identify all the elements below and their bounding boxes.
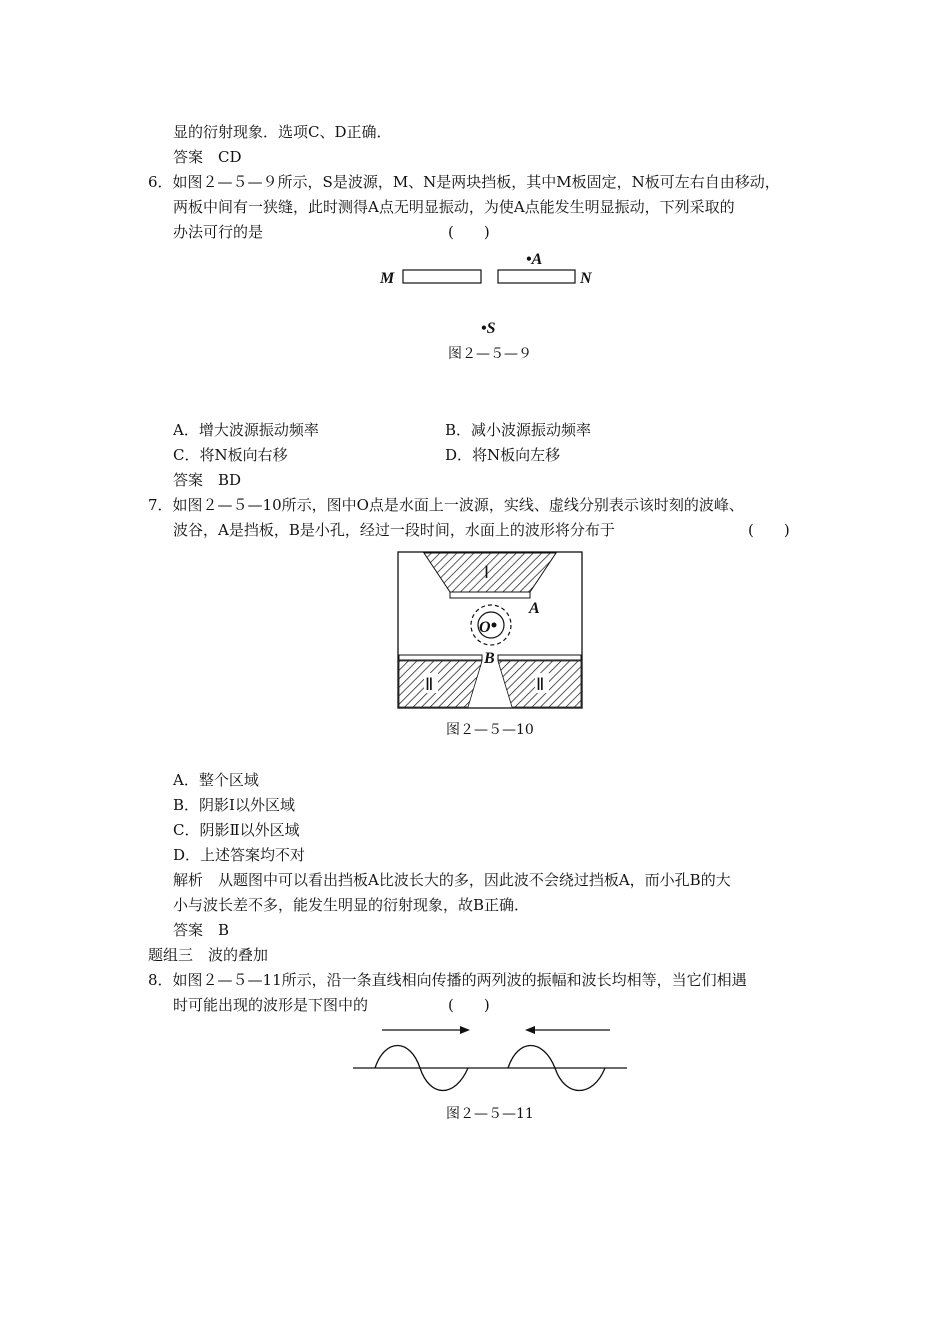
q7-option-d: D．上述答案均不对 [173,846,306,864]
q6-option-c: C．将N板向右移 [173,446,288,464]
label-m: M [380,270,395,287]
q7-answer-paren: ( ) [748,521,790,539]
right-arrow-icon [460,1026,470,1034]
label-o: O [479,619,491,636]
label-b: B [484,650,495,667]
q7-option-b: B．阴影Ⅰ以外区域 [173,796,295,814]
q6-option-d: D．将N板向左移 [445,446,561,464]
shadow-ii-left [399,661,482,707]
q6-caption: 图２—５—９ [448,346,532,362]
q7-analysis-line1: 解析 从题图中可以看出挡板A比波长大的多，因此波不会绕过挡板A，而小孔B的大 [173,871,731,889]
q8-stem-line2: 时可能出现的波形是下图中的 [173,996,369,1014]
q8-figure [350,1018,630,1100]
q6-answer: 答案 BD [173,471,242,489]
q7-figure [398,552,582,708]
prev-answer: 答案 CD [173,148,242,166]
q6-answer-paren: ( ) [448,223,490,241]
barrier-left [399,655,482,660]
label-ii-left: Ⅱ [425,675,434,694]
q7-answer: 答案 B [173,921,230,939]
q7-option-a: A．整个区域 [173,771,259,789]
q7-analysis-line2: 小与波长差不多，能发生明显的衍射现象，故B正确． [173,896,530,914]
q6-option-a: A．增大波源振动频率 [173,421,319,439]
baffle-a [450,592,530,598]
label-a-baffle: A [529,600,540,617]
q7-stem-line2: 波谷，A是挡板，B是小孔，经过一段时间，水面上的波形将分布于 [173,521,615,539]
section3-title: 题组三 波的叠加 [148,946,269,964]
label-n: N [580,270,592,287]
left-arrow-icon [525,1026,535,1034]
q8-answer-paren: ( ) [448,996,490,1014]
m-plate [403,270,481,283]
q7-caption: 图２—５—10 [446,722,534,738]
label-ii-right: Ⅱ [536,675,545,694]
q6-figure [370,248,610,343]
label-a: •A [526,251,543,268]
prev-continuation: 显的衍射现象．选项C、D正确． [173,123,392,141]
q6-stem-line3: 办法可行的是 [173,223,264,241]
q7-option-c: C．阴影Ⅱ以外区域 [173,821,300,839]
q8-stem-line1: 8．如图２—５—11所示，沿一条直线相向传播的两列波的振幅和波长均相等，当它们相遇 [148,971,747,989]
q8-caption: 图２—５—11 [446,1106,534,1122]
source-o [492,623,497,628]
q7-stem-line1: 7．如图２—５—10所示，图中O点是水面上一波源，实线、虚线分别表示该时刻的波峰、 [148,496,744,514]
q6-stem-line2: 两板中间有一狭缝，此时测得A点无明显振动，为使A点能发生明显振动，下列采取的 [173,198,735,216]
label-s: •S [481,320,496,337]
n-plate [498,270,575,283]
q6-stem-line1: 6．如图２—５—９所示，S是波源，M、N是两块挡板，其中M板固定，N板可左右自由移动， [148,173,780,191]
barrier-right [498,655,581,660]
label-i: Ⅰ [484,563,490,582]
q6-option-b: B．减小波源振动频率 [445,421,592,439]
